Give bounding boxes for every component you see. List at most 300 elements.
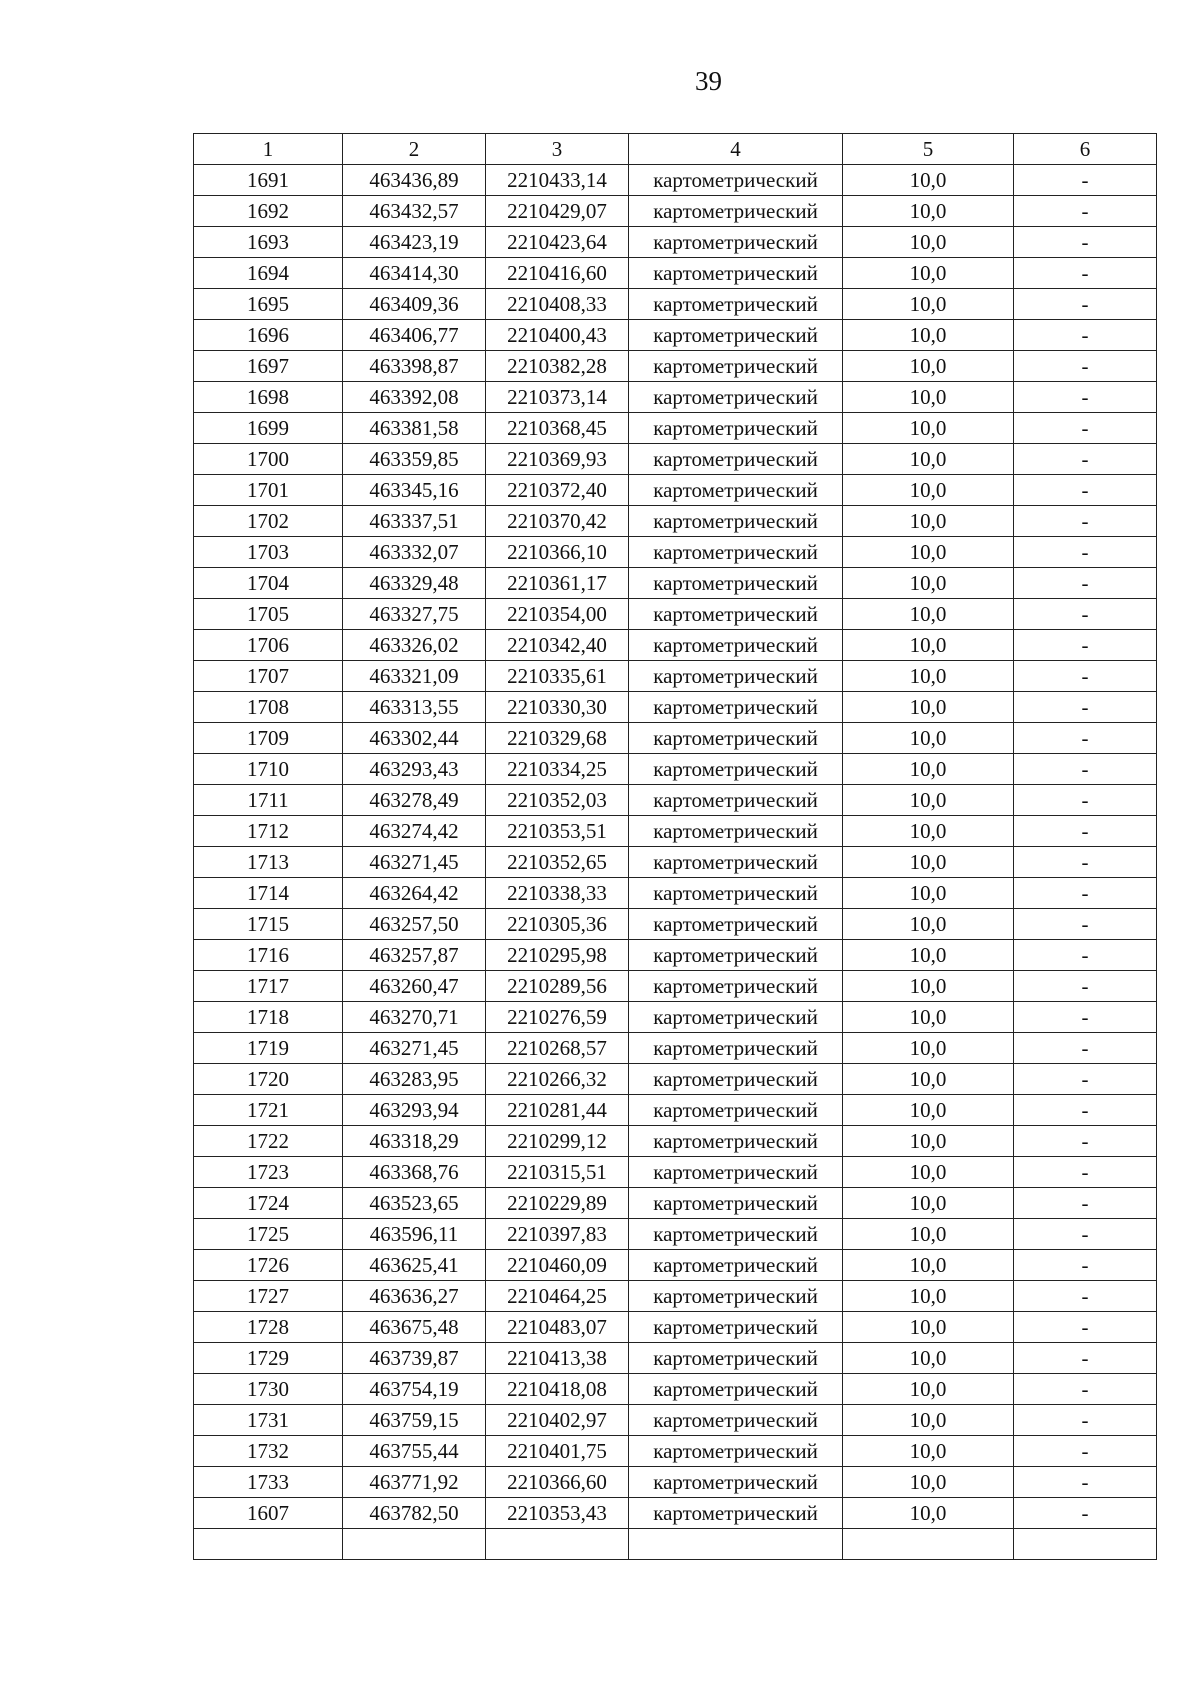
table-cell: 463368,76 [343,1157,486,1188]
table-row [194,1343,1157,1374]
table-cell: - [1014,1095,1157,1126]
table-cell: 10,0 [843,537,1014,568]
table-cell: 10,0 [843,723,1014,754]
table-cell: 1704 [194,568,343,599]
table-cell: 463436,89 [343,165,486,196]
table-cell: 2210369,93 [486,444,629,475]
table-cell: 2210229,89 [486,1188,629,1219]
table-cell: 463423,19 [343,227,486,258]
table-cell-empty [343,1529,486,1560]
table-cell: - [1014,1126,1157,1157]
table-cell: 2210295,98 [486,940,629,971]
table-cell: 463759,15 [343,1405,486,1436]
table-cell: - [1014,258,1157,289]
table-cell: 2210352,03 [486,785,629,816]
table-cell: 10,0 [843,661,1014,692]
table-cell: 1691 [194,165,343,196]
table-cell: - [1014,878,1157,909]
table-cell: 2210429,07 [486,196,629,227]
table-cell: - [1014,1188,1157,1219]
table-cell: - [1014,289,1157,320]
table-cell: 2210408,33 [486,289,629,320]
table-row [194,1312,1157,1343]
table-cell: 1694 [194,258,343,289]
table-cell: 2210342,40 [486,630,629,661]
table-cell: 463636,27 [343,1281,486,1312]
table-cell: 2210382,28 [486,351,629,382]
table-row [194,1002,1157,1033]
table-cell: картометрический [629,940,843,971]
table-cell: 463739,87 [343,1343,486,1374]
table-cell: 1727 [194,1281,343,1312]
table-row [194,196,1157,227]
column-header: 2 [343,134,486,165]
table-cell: 463406,77 [343,320,486,351]
table-cell: - [1014,413,1157,444]
table-cell: 463432,57 [343,196,486,227]
table-row [194,1374,1157,1405]
table-cell: картометрический [629,1281,843,1312]
table-cell: - [1014,227,1157,258]
table-cell: 10,0 [843,1405,1014,1436]
table-cell: 10,0 [843,940,1014,971]
table-cell: 10,0 [843,847,1014,878]
table-cell: 10,0 [843,413,1014,444]
table-cell: 463782,50 [343,1498,486,1529]
table-row [194,1033,1157,1064]
table-cell: 2210418,08 [486,1374,629,1405]
table-cell: - [1014,692,1157,723]
table-cell: картометрический [629,1374,843,1405]
table-cell: - [1014,1436,1157,1467]
table-cell: - [1014,196,1157,227]
table-cell: - [1014,785,1157,816]
table-cell: картометрический [629,537,843,568]
table-cell: картометрический [629,351,843,382]
table-row [194,785,1157,816]
table-cell: 2210353,51 [486,816,629,847]
table-cell: 10,0 [843,1002,1014,1033]
table-cell: 1733 [194,1467,343,1498]
table-cell: 10,0 [843,1188,1014,1219]
table-cell: 1717 [194,971,343,1002]
table-cell: картометрический [629,909,843,940]
table-cell: 10,0 [843,1281,1014,1312]
table-cell: 2210433,14 [486,165,629,196]
table-cell: 1708 [194,692,343,723]
table-cell: 10,0 [843,1126,1014,1157]
table-cell: картометрический [629,320,843,351]
table-row [194,1064,1157,1095]
table-cell: 2210401,75 [486,1436,629,1467]
table-cell: - [1014,1002,1157,1033]
table-cell: картометрический [629,661,843,692]
table-cell: 2210289,56 [486,971,629,1002]
table-cell: 1702 [194,506,343,537]
table-row [194,847,1157,878]
table-row [194,537,1157,568]
table-cell: - [1014,723,1157,754]
table-cell: 10,0 [843,1033,1014,1064]
table-row [194,1436,1157,1467]
table-cell: - [1014,1312,1157,1343]
table-cell: 10,0 [843,1498,1014,1529]
table-row [194,1157,1157,1188]
table-row [194,1467,1157,1498]
table-body [194,165,1157,1560]
table-row [194,258,1157,289]
table-cell: 2210354,00 [486,599,629,630]
table-cell: 463754,19 [343,1374,486,1405]
table-cell: 463398,87 [343,351,486,382]
table-cell: - [1014,1405,1157,1436]
table-cell: 1730 [194,1374,343,1405]
table-cell: 2210335,61 [486,661,629,692]
table-cell: - [1014,506,1157,537]
table-cell: - [1014,1498,1157,1529]
table-cell: - [1014,1343,1157,1374]
table-cell: 1701 [194,475,343,506]
table-cell: 463625,41 [343,1250,486,1281]
table-cell: - [1014,1219,1157,1250]
table-cell: 10,0 [843,289,1014,320]
table-row [194,351,1157,382]
table-cell: картометрический [629,1312,843,1343]
table-cell: 10,0 [843,1467,1014,1498]
table-cell: картометрический [629,475,843,506]
table-row [194,630,1157,661]
table-row [194,227,1157,258]
table-cell: - [1014,1281,1157,1312]
table-row [194,475,1157,506]
table-row [194,754,1157,785]
table-row [194,1498,1157,1529]
table-cell: 2210423,64 [486,227,629,258]
table-cell: - [1014,1064,1157,1095]
table-row [194,1095,1157,1126]
table-cell: 2210361,17 [486,568,629,599]
table-cell: - [1014,1374,1157,1405]
column-header: 3 [486,134,629,165]
table-cell: 10,0 [843,165,1014,196]
table-cell: 463264,42 [343,878,486,909]
table-cell: 463771,92 [343,1467,486,1498]
table-cell: 10,0 [843,878,1014,909]
table-cell: 463327,75 [343,599,486,630]
table-cell: картометрический [629,692,843,723]
table-cell: 10,0 [843,971,1014,1002]
table-cell: картометрический [629,1405,843,1436]
table-cell: 463313,55 [343,692,486,723]
table-cell: - [1014,444,1157,475]
column-header: 5 [843,134,1014,165]
table-cell: 10,0 [843,258,1014,289]
table-cell: картометрический [629,506,843,537]
table-cell: 10,0 [843,816,1014,847]
table-cell: картометрический [629,1467,843,1498]
table-cell: 463293,43 [343,754,486,785]
table-cell: 2210281,44 [486,1095,629,1126]
table-cell: 2210483,07 [486,1312,629,1343]
table-cell: - [1014,754,1157,785]
table-row [194,1250,1157,1281]
table-row [194,320,1157,351]
table-cell: - [1014,599,1157,630]
table-cell: 10,0 [843,568,1014,599]
table-cell: 2210372,40 [486,475,629,506]
table-cell: - [1014,1250,1157,1281]
table-cell: 2210353,43 [486,1498,629,1529]
table-row [194,1126,1157,1157]
column-header: 6 [1014,134,1157,165]
table-cell: 2210366,10 [486,537,629,568]
table-cell: картометрический [629,878,843,909]
table-row [194,878,1157,909]
table-row [194,816,1157,847]
table-cell: 463381,58 [343,413,486,444]
table-cell: 10,0 [843,351,1014,382]
table-cell: 1725 [194,1219,343,1250]
table-cell: - [1014,940,1157,971]
table-cell: 1711 [194,785,343,816]
table-cell: 1697 [194,351,343,382]
table-row [194,1188,1157,1219]
table-cell: 2210330,30 [486,692,629,723]
table-cell: 1692 [194,196,343,227]
table-cell: 2210352,65 [486,847,629,878]
table-cell: 1706 [194,630,343,661]
table-cell: картометрический [629,568,843,599]
table-cell: 2210366,60 [486,1467,629,1498]
page-number: 39 [695,66,722,96]
table-cell: - [1014,475,1157,506]
table-cell: 2210460,09 [486,1250,629,1281]
table-cell: 1713 [194,847,343,878]
table-cell: 1607 [194,1498,343,1529]
table-cell: 10,0 [843,1095,1014,1126]
table-row [194,971,1157,1002]
table-cell: 10,0 [843,1064,1014,1095]
table-cell: 1732 [194,1436,343,1467]
table-cell: 463321,09 [343,661,486,692]
table-row [194,723,1157,754]
table-cell: - [1014,537,1157,568]
table-cell: 2210299,12 [486,1126,629,1157]
table-cell: 1710 [194,754,343,785]
table-cell: 463271,45 [343,847,486,878]
table-row [194,599,1157,630]
table-cell: 1724 [194,1188,343,1219]
table-cell: - [1014,909,1157,940]
table-cell: 463392,08 [343,382,486,413]
table-cell: 10,0 [843,1250,1014,1281]
table-cell: 2210334,25 [486,754,629,785]
table-cell: картометрический [629,382,843,413]
column-header: 1 [194,134,343,165]
table-cell: картометрический [629,599,843,630]
table-cell: - [1014,1033,1157,1064]
table-cell: - [1014,1157,1157,1188]
table-cell: 463257,50 [343,909,486,940]
table-cell: 10,0 [843,1343,1014,1374]
table-cell: картометрический [629,227,843,258]
table-cell: 463329,48 [343,568,486,599]
table-cell: - [1014,816,1157,847]
table-cell: 1703 [194,537,343,568]
table-cell-empty [486,1529,629,1560]
table-cell: картометрический [629,785,843,816]
table-cell: - [1014,568,1157,599]
table-cell: 1705 [194,599,343,630]
table-cell: 10,0 [843,754,1014,785]
table-cell: 10,0 [843,320,1014,351]
table-cell: 1707 [194,661,343,692]
table-header-row [194,134,1157,165]
table-cell: 463293,94 [343,1095,486,1126]
table-cell: - [1014,630,1157,661]
table-cell: - [1014,382,1157,413]
table-cell: 1712 [194,816,343,847]
table-cell: 463337,51 [343,506,486,537]
table-row-empty [194,1529,1157,1560]
table-row [194,1281,1157,1312]
table-cell: 1720 [194,1064,343,1095]
table-cell: картометрический [629,1498,843,1529]
table-cell: картометрический [629,723,843,754]
table-cell: 463359,85 [343,444,486,475]
table-cell: 1693 [194,227,343,258]
table-cell: 463318,29 [343,1126,486,1157]
table-cell: 1709 [194,723,343,754]
table-cell: 463596,11 [343,1219,486,1250]
table-cell: 10,0 [843,227,1014,258]
table-cell: 463270,71 [343,1002,486,1033]
table-cell: - [1014,320,1157,351]
table-cell: 10,0 [843,692,1014,723]
table-cell: 2210266,32 [486,1064,629,1095]
table-cell: 2210315,51 [486,1157,629,1188]
table-cell: 463257,87 [343,940,486,971]
table-cell: 463414,30 [343,258,486,289]
table-cell: картометрический [629,1436,843,1467]
table-cell: 1719 [194,1033,343,1064]
table-cell: картометрический [629,971,843,1002]
table-cell: 463332,07 [343,537,486,568]
table-cell: 2210464,25 [486,1281,629,1312]
table-row [194,413,1157,444]
table-row [194,506,1157,537]
table-cell: 2210402,97 [486,1405,629,1436]
table-cell: 1695 [194,289,343,320]
table-cell: 10,0 [843,475,1014,506]
table-cell: картометрический [629,1343,843,1374]
table-cell: 1729 [194,1343,343,1374]
table-row [194,692,1157,723]
table-cell: 2210268,57 [486,1033,629,1064]
table-cell: 10,0 [843,1219,1014,1250]
table-cell: 463278,49 [343,785,486,816]
table-cell: 463755,44 [343,1436,486,1467]
table-row [194,165,1157,196]
table-cell: 10,0 [843,599,1014,630]
table-cell: картометрический [629,289,843,320]
table-cell: 10,0 [843,444,1014,475]
table-cell: 2210276,59 [486,1002,629,1033]
table-cell: картометрический [629,1033,843,1064]
table-cell: 463302,44 [343,723,486,754]
table-row [194,661,1157,692]
table-cell: 2210373,14 [486,382,629,413]
table-cell: - [1014,165,1157,196]
table-cell: 1696 [194,320,343,351]
table-cell: картометрический [629,847,843,878]
table-cell: 2210370,42 [486,506,629,537]
table-cell: картометрический [629,413,843,444]
table-cell: картометрический [629,1002,843,1033]
table-cell: 463675,48 [343,1312,486,1343]
table-cell: 2210338,33 [486,878,629,909]
table-cell: 1716 [194,940,343,971]
table-cell: 463326,02 [343,630,486,661]
table-cell: 2210416,60 [486,258,629,289]
table-cell: 1721 [194,1095,343,1126]
table-cell: 10,0 [843,630,1014,661]
table-cell: - [1014,1467,1157,1498]
table-cell: 2210368,45 [486,413,629,444]
table-cell: картометрический [629,1250,843,1281]
table-cell: 10,0 [843,196,1014,227]
table-row [194,289,1157,320]
table-cell: 10,0 [843,909,1014,940]
table-cell: 10,0 [843,1312,1014,1343]
table-cell: 1699 [194,413,343,444]
table-cell: картометрический [629,1188,843,1219]
table-cell: 2210397,83 [486,1219,629,1250]
table-cell: картометрический [629,444,843,475]
coordinates-table [193,133,1157,1560]
table-cell: 1698 [194,382,343,413]
table-cell: 463274,42 [343,816,486,847]
table-cell: картометрический [629,630,843,661]
table-cell-empty [843,1529,1014,1560]
column-header: 4 [629,134,843,165]
table-cell: 1726 [194,1250,343,1281]
table-cell: 1731 [194,1405,343,1436]
table-cell: 1728 [194,1312,343,1343]
table-cell: 10,0 [843,382,1014,413]
table-cell: картометрический [629,1157,843,1188]
table-cell: картометрический [629,754,843,785]
table-cell-empty [1014,1529,1157,1560]
table-cell: 463283,95 [343,1064,486,1095]
table-cell: картометрический [629,1064,843,1095]
table-cell: 1714 [194,878,343,909]
table-cell: - [1014,661,1157,692]
table-cell-empty [629,1529,843,1560]
table-cell: картометрический [629,1219,843,1250]
table-cell: картометрический [629,1095,843,1126]
table-cell: 2210413,38 [486,1343,629,1374]
table-cell: 10,0 [843,1157,1014,1188]
table-cell: 10,0 [843,506,1014,537]
table-row [194,940,1157,971]
table-cell: 10,0 [843,1436,1014,1467]
table-cell: 2210305,36 [486,909,629,940]
table-row [194,568,1157,599]
table-cell: 1718 [194,1002,343,1033]
table-cell: 2210400,43 [486,320,629,351]
table-cell: картометрический [629,1126,843,1157]
